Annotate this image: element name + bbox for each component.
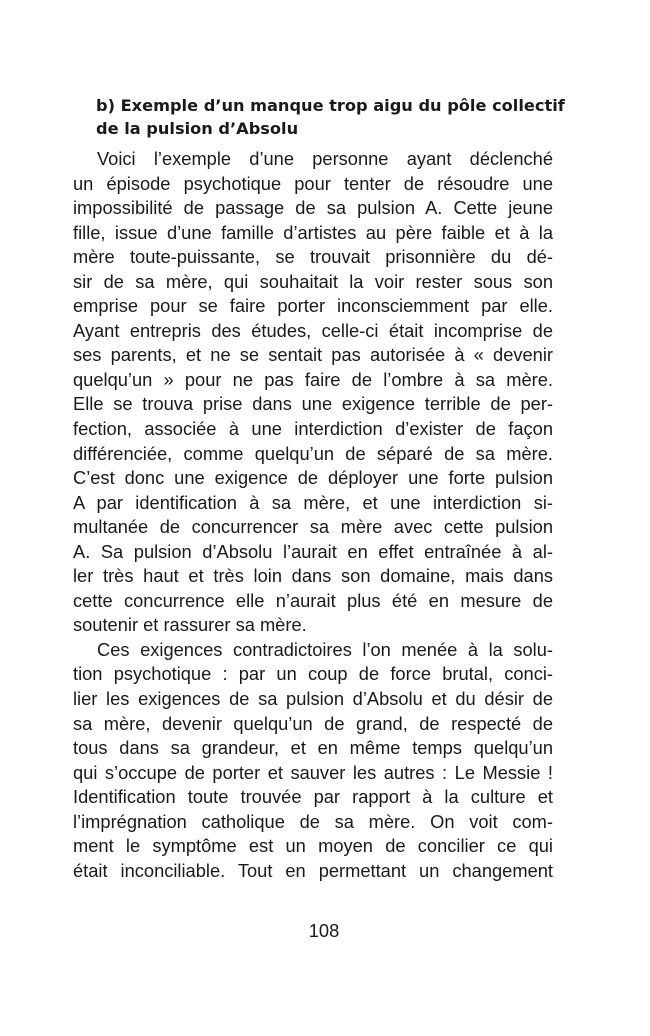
section-heading-line: de la pulsion d’Absolu [96,119,299,138]
text-line: fille, issue d’une famille d’artistes au père faible et à la [73,221,553,243]
paragraph-1 [73,147,553,638]
text-line: fection, associée à une interdiction d’exister de façon [73,418,553,440]
text-line: multanée de concurrencer sa mère avec cette pulsion [73,516,553,538]
body-text [73,147,553,883]
text-line: ses parents, et ne se sentait pas autorisée à « devenir [73,344,553,366]
text-line: soutenir et rassurer sa mère. [73,614,307,636]
text-line: emprise pour se faire porter inconsciemment par elle. [73,295,553,317]
text-line: Ayant entrepris des études, celle-ci était incomprise de [73,319,553,341]
text-line: C’est donc une exigence de déployer une forte pulsion [73,467,553,489]
text-line: sir de sa mère, qui souhaitait la voir rester sous son [73,270,553,292]
text-line: différenciée, comme quelqu’un de séparé de sa mère. [73,442,553,464]
section-heading-line: b) Exemple d’un manque trop aigu du pôle collectif [96,96,565,115]
text-line: cette concurrence elle n’aurait plus été en mesure de [73,589,553,611]
text-line: qui s’occupe de porter et sauver les autres : Le Messie ! [73,761,553,783]
text-line: lier les exigences de sa pulsion d’Absolu et du désir de [73,688,553,710]
text-line: A par identification à sa mère, et une interdiction si- [73,491,553,513]
page-number: 108 [308,920,340,941]
paragraph-2 [73,638,553,883]
text-line: ment le symptôme est un moyen de concilier ce qui [73,835,553,857]
text-line: sa mère, devenir quelqu’un de grand, de respecté de [73,712,553,734]
text-line: Identification toute trouvée par rapport à la culture et [73,786,553,808]
text-line: tous dans sa grandeur, et en même temps quelqu’un [73,737,553,759]
text-line: Elle se trouva prise dans une exigence terrible de per- [73,393,553,415]
text-line: tion psychotique : par un coup de force brutal, conci- [73,663,553,685]
text-line: impossibilité de passage de sa pulsion A. Cette jeune [73,197,553,219]
text-line: l’imprégnation catholique de sa mère. On voit com- [73,810,553,832]
section-heading [96,94,566,140]
text-line: Voici l’exemple d’une personne ayant déclenché [97,148,553,169]
text-line: mère toute-puissante, se trouvait prisonnière du dé- [73,246,553,268]
text-line: était inconciliable. Tout en permettant un changement [73,859,553,881]
text-line: quelqu’un » pour ne pas faire de l’ombre à sa mère. [73,368,553,390]
text-line: ler très haut et très loin dans son domaine, mais dans [73,565,553,587]
text-line: A. Sa pulsion d’Absolu l’aurait en effet entraînée à al- [73,540,553,562]
text-line: Ces exigences contradictoires l’on menée à la solu- [97,638,553,660]
text-line: un épisode psychotique pour tenter de résoudre une [73,172,553,194]
